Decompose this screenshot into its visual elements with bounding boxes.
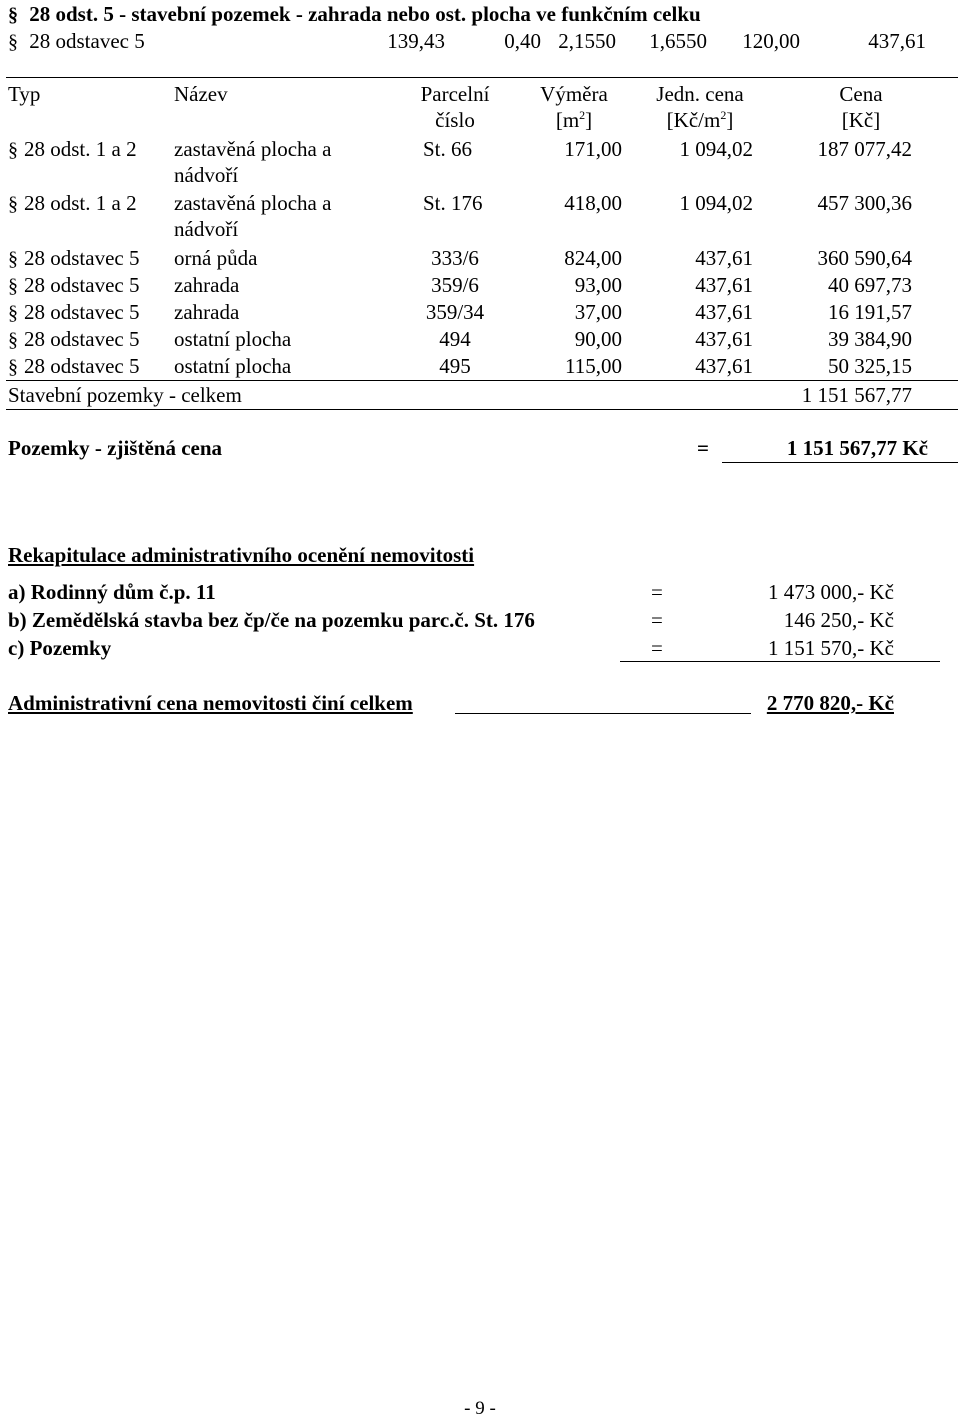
header-vymera: Výměra xyxy=(540,82,608,106)
pozemky-label: Pozemky - zjištěná cena xyxy=(8,436,223,460)
page-number: - 9 - xyxy=(464,1398,496,1419)
section-symbol-icon: § xyxy=(8,193,18,215)
row-cena: 39 384,90 xyxy=(828,327,912,351)
pozemky-eq: = xyxy=(697,436,709,460)
pozemky-underline xyxy=(722,462,958,463)
row-cena: 187 077,42 xyxy=(817,137,912,161)
param-value: 437,61 xyxy=(868,29,926,53)
row-typ: § 28 odstavec 5 xyxy=(8,246,140,270)
row-vymera: 418,00 xyxy=(564,191,622,215)
section-symbol-icon: § xyxy=(8,302,18,324)
row-typ: § 28 odstavec 5 xyxy=(8,300,140,324)
row-jedn: 437,61 xyxy=(695,300,753,324)
row-nazev-2: nádvoří xyxy=(174,163,239,187)
section-symbol-icon: § xyxy=(8,275,18,297)
header-parcelni-2: číslo xyxy=(435,108,475,132)
row-nazev: zahrada xyxy=(174,300,240,324)
row-cena: 457 300,36 xyxy=(817,191,912,215)
row-nazev-2: nádvoří xyxy=(174,217,239,241)
row-jedn: 437,61 xyxy=(695,354,753,378)
row-jedn: 437,61 xyxy=(695,273,753,297)
param-row-label: § 28 odstavec 5 xyxy=(8,29,145,53)
recap-item-label: c) Pozemky xyxy=(8,636,112,660)
row-jedn: 1 094,02 xyxy=(679,137,753,161)
recap-item-label: a) Rodinný dům č.p. 11 xyxy=(8,580,216,604)
row-vymera: 93,00 xyxy=(574,273,622,297)
section-symbol-icon: § xyxy=(8,31,18,53)
row-cena: 40 697,73 xyxy=(828,273,912,297)
pozemky-value: 1 151 567,77 Kč xyxy=(786,436,928,460)
recap-item-value: 146 250,- Kč xyxy=(783,608,894,632)
row-nazev: ostatní plocha xyxy=(174,327,292,351)
recap-total-label: Administrativní cena nemovitosti činí celkem xyxy=(8,691,413,715)
row-parcela: St. 176 xyxy=(423,191,483,215)
row-parcela: 494 xyxy=(439,327,471,351)
row-cena: 16 191,57 xyxy=(828,300,912,324)
recap-title: Rekapitulace administrativního ocenění nemovitosti xyxy=(8,543,475,567)
recap-total-value: 2 770 820,- Kč xyxy=(766,691,894,715)
section-symbol-icon: § xyxy=(8,248,18,270)
row-vymera: 37,00 xyxy=(574,300,622,324)
recap-item-value: 1 151 570,- Kč xyxy=(768,636,894,660)
row-jedn: 437,61 xyxy=(695,246,753,270)
row-nazev: zahrada xyxy=(174,273,240,297)
param-value: 1,6550 xyxy=(649,29,707,53)
param-value: 139,43 xyxy=(387,29,445,53)
row-parcela: 333/6 xyxy=(431,246,479,270)
row-vymera: 171,00 xyxy=(564,137,622,161)
section-symbol-icon: § xyxy=(8,4,18,26)
row-parcela: 359/34 xyxy=(425,300,485,324)
section-symbol-icon: § xyxy=(8,139,18,161)
header-jedn-unit: $[Kč/m^2]$ xyxy=(666,108,734,132)
header-jedn-cena: Jedn. cena xyxy=(656,82,744,106)
header-cena-unit: [Kč] xyxy=(841,108,881,132)
row-vymera: 824,00 xyxy=(564,246,622,270)
header-vymera-unit: $[m^2]$ xyxy=(555,108,593,132)
param-value: 0,40 xyxy=(504,29,541,53)
recap-item-eq: = xyxy=(651,608,663,632)
recap-sum-rule xyxy=(620,661,940,662)
row-typ: § 28 odstavec 5 xyxy=(8,327,140,351)
table-total-rule xyxy=(6,380,958,381)
recap-item-eq: = xyxy=(651,636,663,660)
row-typ: § 28 odstavec 5 xyxy=(8,354,140,378)
section-symbol-icon: § xyxy=(8,356,18,378)
row-typ: § 28 odst. 1 a 2 xyxy=(8,137,137,161)
section-symbol-icon: § xyxy=(8,329,18,351)
row-nazev: ostatní plocha xyxy=(174,354,292,378)
param-value: 120,00 xyxy=(742,29,800,53)
total-value: 1 151 567,77 xyxy=(801,383,912,407)
row-jedn: 1 094,02 xyxy=(679,191,753,215)
recap-item-label: b) Zemědělská stavba bez čp/če na pozemku parc.č. St. 176 xyxy=(8,608,535,632)
header-cena: Cena xyxy=(839,82,883,106)
row-cena: 50 325,15 xyxy=(828,354,912,378)
row-typ: § 28 odstavec 5 xyxy=(8,273,140,297)
recap-total-line xyxy=(455,713,751,714)
param-value: 2,1550 xyxy=(558,29,616,53)
table-bottom-rule xyxy=(6,409,958,410)
row-parcela: 495 xyxy=(439,354,471,378)
row-parcela: St. 66 xyxy=(423,137,473,161)
section-heading: § 28 odst. 5 - stavební pozemek - zahrada nebo ost. plocha ve funkčním celku xyxy=(8,2,701,26)
total-label: Stavební pozemky - celkem xyxy=(8,383,242,407)
header-typ: Typ xyxy=(8,82,41,106)
row-typ: § 28 odst. 1 a 2 xyxy=(8,191,137,215)
row-cena: 360 590,64 xyxy=(817,246,912,270)
recap-item-eq: = xyxy=(651,580,663,604)
row-vymera: 115,00 xyxy=(565,354,622,378)
header-nazev: Název xyxy=(174,82,228,106)
header-parcelni: Parcelní xyxy=(420,82,490,106)
row-nazev: zastavěná plocha a xyxy=(174,191,332,215)
row-vymera: 90,00 xyxy=(574,327,622,351)
row-nazev: orná půda xyxy=(174,246,258,270)
row-nazev: zastavěná plocha a xyxy=(174,137,332,161)
table-top-rule xyxy=(6,77,958,78)
row-parcela: 359/6 xyxy=(431,273,479,297)
row-jedn: 437,61 xyxy=(695,327,753,351)
recap-item-value: 1 473 000,- Kč xyxy=(768,580,894,604)
